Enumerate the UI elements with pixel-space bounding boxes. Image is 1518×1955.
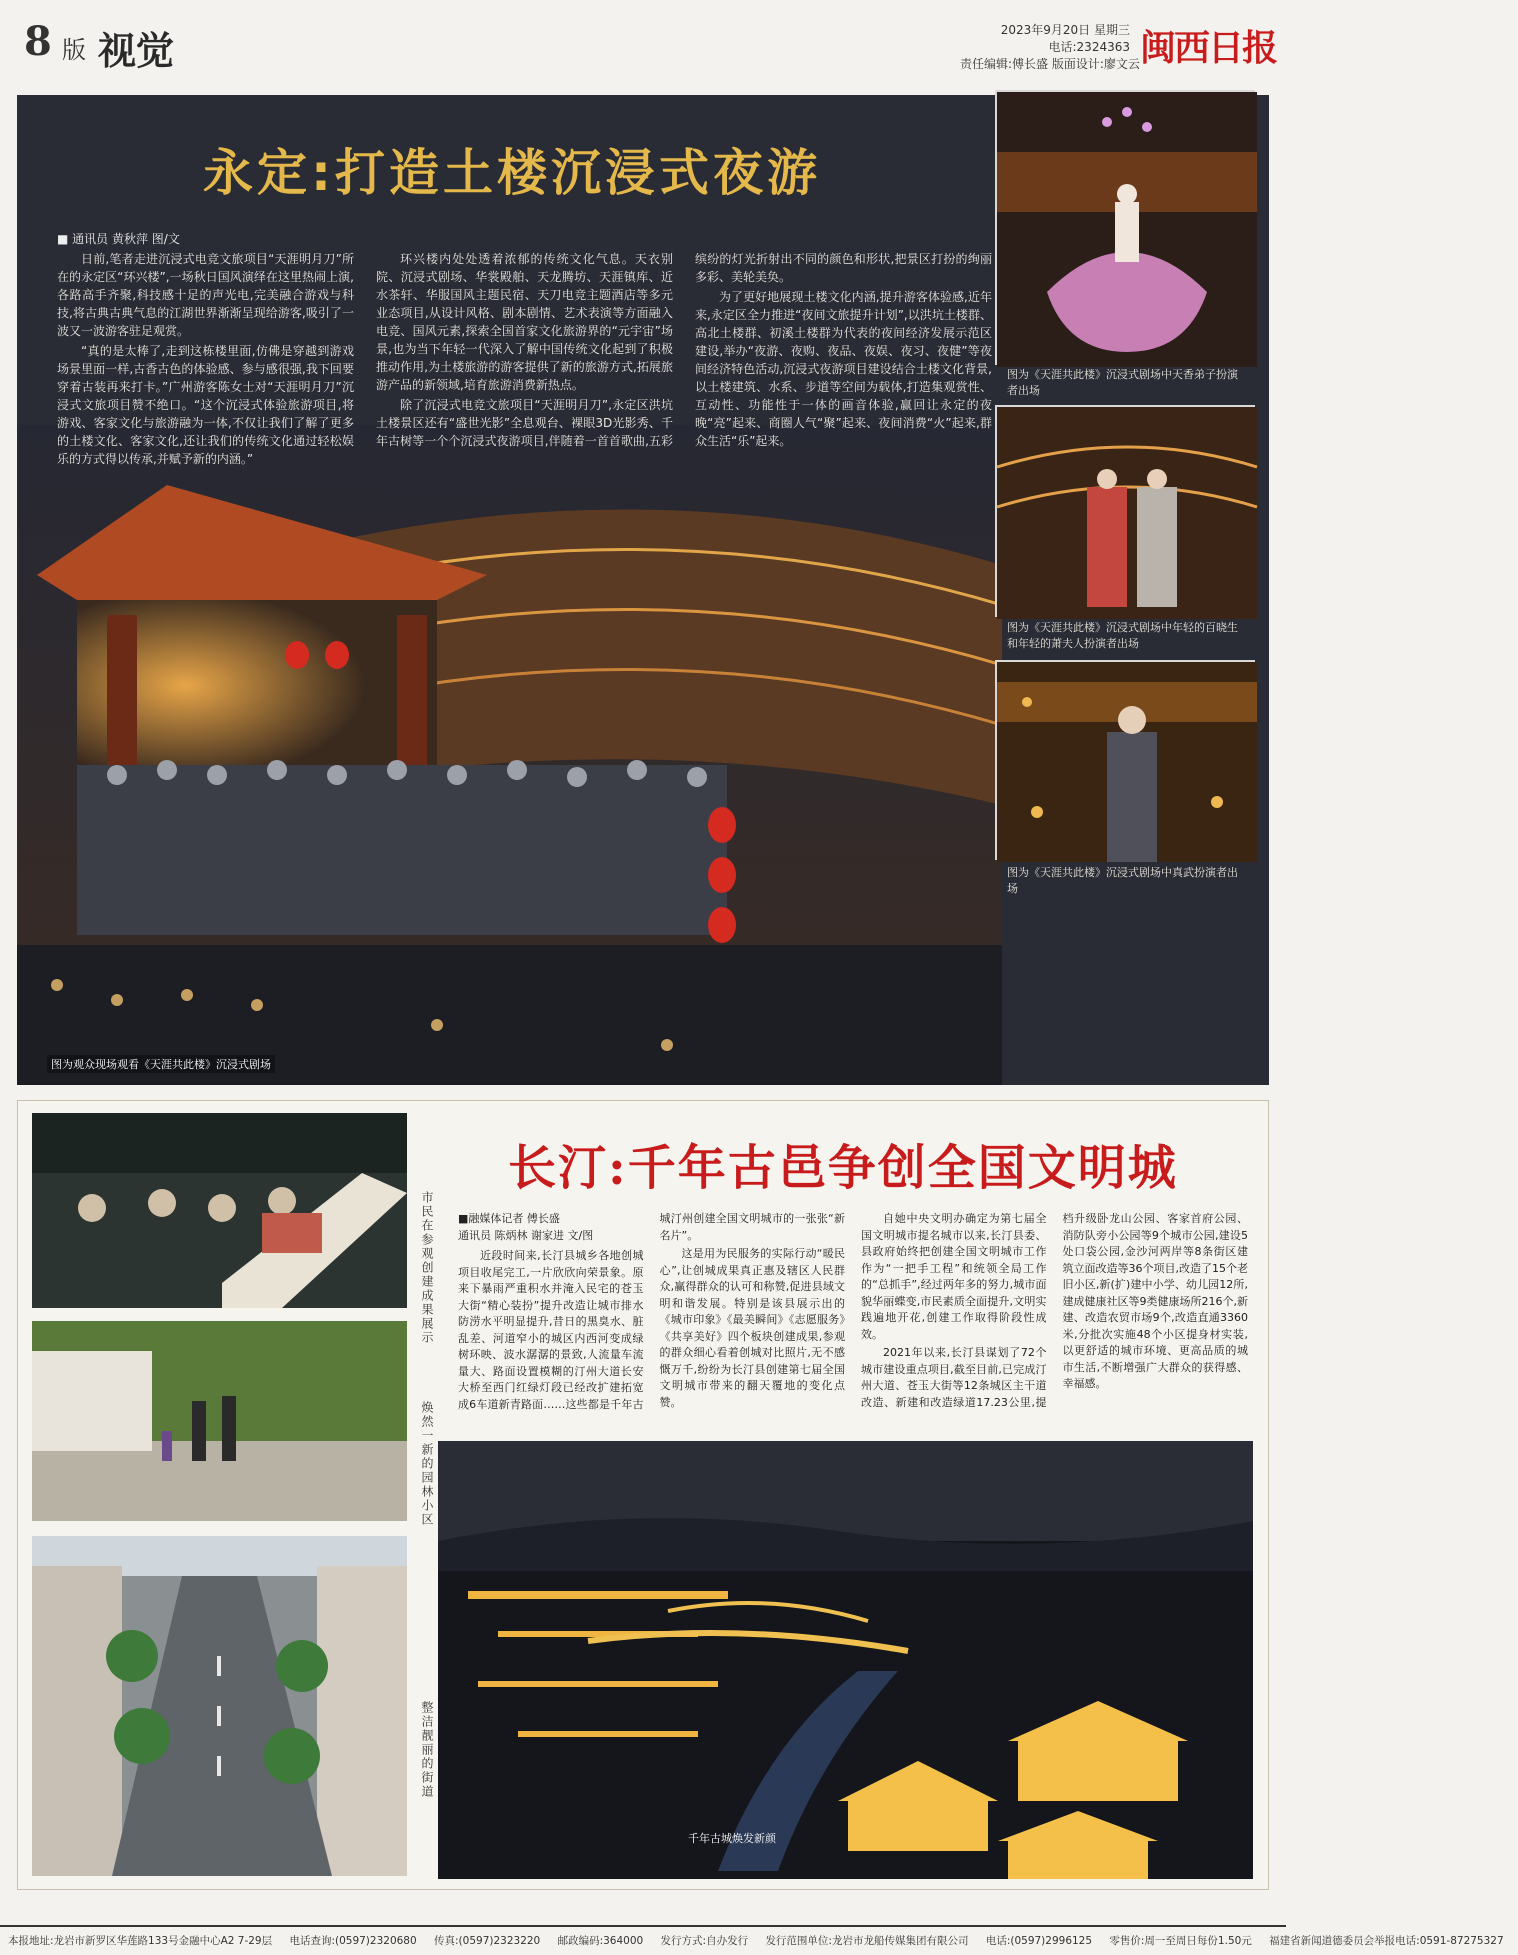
top-story-byline: ■ 通讯员 黄秋萍 图/文 <box>57 232 180 246</box>
top-byline-text: 通讯员 黄秋萍 图/文 <box>72 232 180 246</box>
footer-fax: 传真:(0597)2323220 <box>434 1935 541 1947</box>
header-designer: 版面设计:廖文云 <box>1051 57 1140 71</box>
footer-phone: 电话:(0597)2996125 <box>985 1935 1093 1947</box>
footer-postcode: 邮政编码:364000 <box>557 1935 644 1947</box>
footer-inquiry: 电话查询:(0597)2320680 <box>289 1935 417 1947</box>
footer-distributor: 发行范围单位:龙岩市龙船传媒集团有限公司 <box>765 1935 969 1947</box>
side-caption-1: 图为《天涯共此楼》沉浸式剧场中天香弟子扮演者出场 <box>1007 368 1238 397</box>
bottom-paragraph: 近段时间来,长汀县城乡各地创城项目收尾完工,一片欣欣向荣景象。原来下暴雨严重积水并淹入民宅的苍玉大街“精心装扮”提升改造让城市排水防涝水平明显提升,昔日的黑臭水、脏乱差、河道窄小的城区内西河变成绿树环映、波水潺潺的景致,人流量车流量大、路面设置模糊的汀州大道长安大桥至西门红绿灯段已经改扩建拓宽成6车道新青路面……这些都是千年古城汀州创建全国文明城市的一张张“新名片”。 <box>458 1212 845 1411</box>
bottom-paragraph: 这是用为民服务的实际行动“暖民心”,让创城成果真正惠及辖区人民群众,赢得群众的认可和称赞,促进县域文明和谐发展。特别是该县展示出的《城市印象》《最美瞬间》《志愿服务》《共享美好》四个板块创建成果,参观的群众细心看着创城对比照片,无不感慨万千,纷纷为长汀县创建第七届全国文明城市带来的翻天覆地的变化点赞。 <box>659 1247 845 1409</box>
top-story-title: 永定:打造土楼沉浸式夜游 <box>203 144 821 202</box>
photo-garden-community <box>32 1321 407 1521</box>
bottom-byline-1: 融媒体记者 傅长盛 <box>468 1212 560 1225</box>
photo-street <box>32 1536 407 1876</box>
photo-street-image <box>32 1536 407 1876</box>
page-header <box>0 0 1286 90</box>
side-caption-2: 图为《天涯共此楼》沉浸式剧场中年轻的百晓生和年轻的萧夫人扮演者出场 <box>1007 621 1238 650</box>
issue-weekday: 星期三 <box>1093 23 1130 37</box>
vertical-caption-2: 焕然一新的园林小区 <box>420 1401 434 1527</box>
side-photo-2-image <box>997 407 1257 619</box>
main-photo-caption: 图为观众现场观看《天涯共此楼》沉浸式剧场 <box>47 1055 275 1073</box>
photo-ancient-city-night <box>438 1441 1253 1879</box>
masthead-logo: 闽西日报 <box>1140 27 1277 69</box>
top-feature <box>17 95 1269 1085</box>
side-caption-3: 图为《天涯共此楼》沉浸式剧场中真武扮演者出场 <box>1007 866 1238 895</box>
side-photo-2 <box>995 405 1255 617</box>
header-editor: 责任编辑:傅长盛 <box>960 57 1049 71</box>
footer-report: 福建省新闻道德委员会举报电话:0591-87275327 <box>1269 1935 1504 1947</box>
photo-exhibition-image <box>32 1113 407 1308</box>
photo-garden-community-image <box>32 1321 407 1521</box>
page-number: 8 <box>24 18 52 65</box>
page-ban-label: 版 <box>62 36 86 64</box>
top-paragraph: “真的是太棒了,走到这栋楼里面,仿佛是穿越到游戏场景里面一样,古香古色的体验感、参与感很强,我下回要穿着古装再来打卡。”广州游客陈女士对“天涯明月刀”沉浸式文旅项目赞不绝口。“这个沉浸式体验旅游项目,将游戏、客家文化与旅游融为一体,不仅让我们了解了更多的土楼文化、客家文化,还让我们的传统文化通过轻松娱乐的方式得以传承,并赋予新的内涵。” <box>57 344 354 466</box>
big-photo-caption: 千年古城焕发新颜 <box>688 1832 776 1845</box>
bottom-byline-2: 通讯员 陈炳林 谢家进 文/图 <box>458 1228 594 1242</box>
header-meta <box>960 22 1140 73</box>
top-paragraph: 除了沉浸式电竞文旅项目“天涯明月刀”,永定区洪坑土楼景区还有“盛世光影”全息观台、裸眼3D光影秀、千年古树等一个个沉浸式夜游项目,伴随着一首首歌曲,五彩缤纷的灯光折射出不同的颜色和形状,把景区打扮的绚丽多彩、美轮美奂。 <box>376 252 992 448</box>
top-story-body <box>57 250 992 540</box>
photo-ancient-city-night-image <box>438 1441 1253 1879</box>
side-photo-1 <box>995 90 1255 365</box>
section-title: 视觉 <box>98 29 175 73</box>
vertical-caption-1: 市民在参观创建成果展示 <box>420 1191 434 1345</box>
top-paragraph: 环兴楼内处处透着浓郁的传统文化气息。天衣别院、沉浸式剧场、华裳殿舶、天龙腾坊、天涯镇库、近水茶轩、华服国风主题民宿、天刀电竞主题酒店等多元业态项目,从设计风格、剧本剧情、艺术表演等方面融入电竞、国风元素,探索全国首家文化旅游界的“元宇宙”场景,也为当下年轻一代深入了解中国传统文化起到了积极推动作用,为土楼旅游的游客提供了新的旅游方式,拓展旅游产品的新领域,培育旅游消费新热点。 <box>376 252 673 392</box>
bottom-byline: ■融媒体记者 傅长盛 通讯员 陈炳林 谢家进 文/图 <box>458 1212 594 1242</box>
bottom-feature <box>17 1100 1269 1890</box>
side-photo-3 <box>995 660 1255 860</box>
bottom-story-title: 长汀:千年古邑争创全国文明城 <box>508 1140 1178 1196</box>
side-photo-1-image <box>997 92 1257 367</box>
footer-address: 本报地址:龙岩市新罗区华莲路133号金融中心A2 7-29层 <box>8 1935 273 1947</box>
vertical-caption-3: 整洁靓丽的街道 <box>420 1701 434 1799</box>
issue-date: 2023年9月20日 <box>1000 23 1091 37</box>
footer-distribution: 发行方式:自办发行 <box>660 1935 749 1947</box>
photo-exhibition <box>32 1113 407 1308</box>
bottom-paragraph: 2021年以来,长汀县谋划了72个城市建设重点项目,截至目前,已完成汀州大道、苍玉大街等12条城区主干道改造、新建和改造绿道17.23公里,提档升级卧龙山公园、客家首府公园、消防队旁小公园等9个城市公园,建设5处口袋公园,金沙河两岸等8条街区建筑立面改造等36个项目,改造了15个老旧小区,新(扩)建中小学、幼儿园12所,建成健康社区等9类健康场所216个,新建、改造农贸市场9个,改造直通3360米,分批次实施48个小区提身材实装,以更舒适的城市环境、更高品质的城市生活,不断增强广大群众的获得感、幸福感。 <box>861 1212 1248 1409</box>
page-footer <box>0 1925 1504 1955</box>
top-paragraph: 日前,笔者走进沉浸式电竞文旅项目“天涯明月刀”所在的永定区“环兴楼”,一场秋日国风演绎在这里热闹上演,各路高手齐聚,科技感十足的声光电,完美融合游戏与科技,将古典古典气息的江湖世界渐渐呈现给游客,吸引了一波又一波游客驻足观赏。 <box>57 252 354 338</box>
bottom-paragraph: 自她中央文明办确定为第七届全国文明城市提名城市以来,长汀县委、县政府始终把创建全国文明城市工作作为“一把手工程”和统领全局工作的“总抓手”,经过两年多的努力,城市面貌华丽蝶变,市民素质全面提升,文明实践遍地开花,创建工作取得阶段性成效。 <box>861 1212 1047 1341</box>
header-phone: 电话:2324363 <box>1048 40 1130 54</box>
footer-price: 零售价:周一至周日每份1.50元 <box>1109 1935 1252 1947</box>
top-paragraph: 为了更好地展现土楼文化内涵,提升游客体验感,近年来,永定区全力推进“夜间文旅提升计划”,以洪坑土楼群、高北土楼群、初溪土楼群为代表的夜间经济发展示范区建设,举办“夜游、夜购、夜品、夜娱、夜习、夜健”等夜间经济特色活动,沉浸式夜游项目建设结合土楼文化背景,以土楼建筑、水系、步道等空间为载体,打造集观赏性、互动性、功能性于一体的画音体验,赢回让永定的夜晚“亮”起来、商圈人气“聚”起来、夜间消费“火”起来,群众生活“乐”起来。 <box>695 290 992 448</box>
side-photo-3-image <box>997 662 1257 862</box>
